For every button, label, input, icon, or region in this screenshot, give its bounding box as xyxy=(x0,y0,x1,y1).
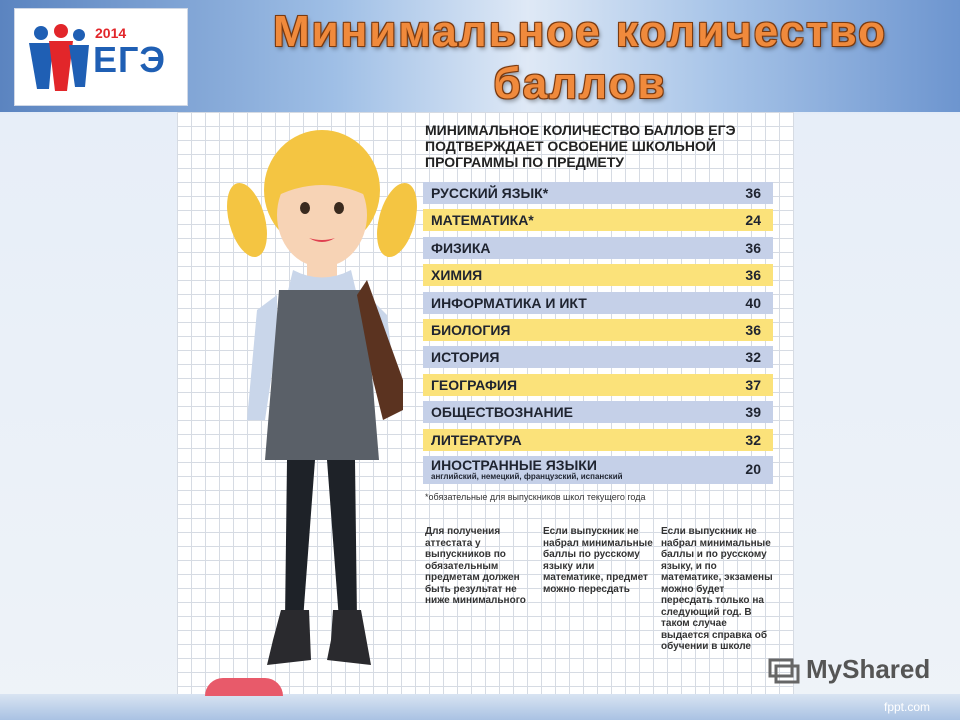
subject-score: 36 xyxy=(745,239,761,256)
subject-score: 39 xyxy=(745,404,761,421)
footnote: *обязательные для выпускников школ текущего года xyxy=(425,492,646,502)
table-row xyxy=(423,401,773,423)
subject-score: 32 xyxy=(745,349,761,366)
table-row xyxy=(423,456,773,484)
table-row xyxy=(423,429,773,451)
table-row xyxy=(423,264,773,286)
subject-score: 40 xyxy=(745,294,761,311)
subject-name: ХИМИЯ xyxy=(431,267,483,284)
subject-name: ФИЗИКА xyxy=(431,239,491,256)
info-column-attestat: Для получения аттестата у выпускников по обязательным предметам должен быть результат не ниже минимального xyxy=(425,526,526,606)
girl-illustration xyxy=(207,120,427,680)
subject-name: ИСТОРИЯ xyxy=(431,349,500,366)
table-row xyxy=(423,292,773,314)
table-row xyxy=(423,374,773,396)
subject-name: РУССКИЙ ЯЗЫК* xyxy=(431,185,549,201)
ege-logo xyxy=(14,8,188,106)
scores-table xyxy=(423,182,773,489)
subject-name: МАТЕМАТИКА* xyxy=(431,212,534,229)
myshared-text: MyShared xyxy=(806,654,931,684)
subject-score: 24 xyxy=(745,212,761,229)
table-row xyxy=(423,182,773,204)
subject-score: 20 xyxy=(745,460,761,477)
table-row xyxy=(423,346,773,368)
subject-name: ИНФОРМАТИКА И ИКТ xyxy=(431,294,587,311)
subject-name: ГЕОГРАФИЯ xyxy=(431,376,518,393)
table-row xyxy=(423,319,773,341)
subject-score: 36 xyxy=(745,185,761,201)
subject-languages: английский, немецкий, французский, испанский xyxy=(431,471,623,481)
fppt-watermark: fppt.com xyxy=(884,700,931,714)
footer-band xyxy=(0,694,960,720)
subject-score: 37 xyxy=(745,376,761,393)
logo-year: 2014 xyxy=(95,25,127,41)
subject-score: 32 xyxy=(745,431,761,448)
subject-score: 36 xyxy=(745,267,761,284)
table-row xyxy=(423,237,773,259)
myshared-watermark xyxy=(768,654,930,685)
subject-name: ИНОСТРАННЫЕ ЯЗЫКИ xyxy=(431,456,597,473)
myshared-icon xyxy=(768,656,800,684)
infographic-headline: МИНИМАЛЬНОЕ КОЛИЧЕСТВО БАЛЛОВ ЕГЭ ПОДТВЕРЖДАЕТ ОСВОЕНИЕ ШКОЛЬНОЙ ПРОГРАММЫ ПО ПРЕДМЕТУ xyxy=(425,122,736,170)
info-column-retake: Если выпускник не набрал минимальные баллы по русскому языку или математике, предмет можно пересдать xyxy=(543,526,653,595)
logo-text: ЕГЭ xyxy=(93,39,167,80)
decorative-tab xyxy=(205,678,283,696)
subject-name: ОБЩЕСТВОЗНАНИЕ xyxy=(431,404,574,421)
subject-name: БИОЛОГИЯ xyxy=(431,321,511,338)
table-row xyxy=(423,209,773,231)
ege-logo-figures-icon xyxy=(23,19,93,99)
slide-title: Минимальное количество баллов xyxy=(273,7,887,108)
subject-name-block xyxy=(431,457,623,481)
infographic xyxy=(177,112,794,694)
info-column-next-year: Если выпускник не набрал минимальные баллы и по русскому языку, и по математике, экзамены можно будет пересдать только на следующий год. В таком случае выдается справка об обучении в школе xyxy=(661,526,773,652)
subject-score: 36 xyxy=(745,321,761,338)
subject-name: ЛИТЕРАТУРА xyxy=(431,431,522,448)
